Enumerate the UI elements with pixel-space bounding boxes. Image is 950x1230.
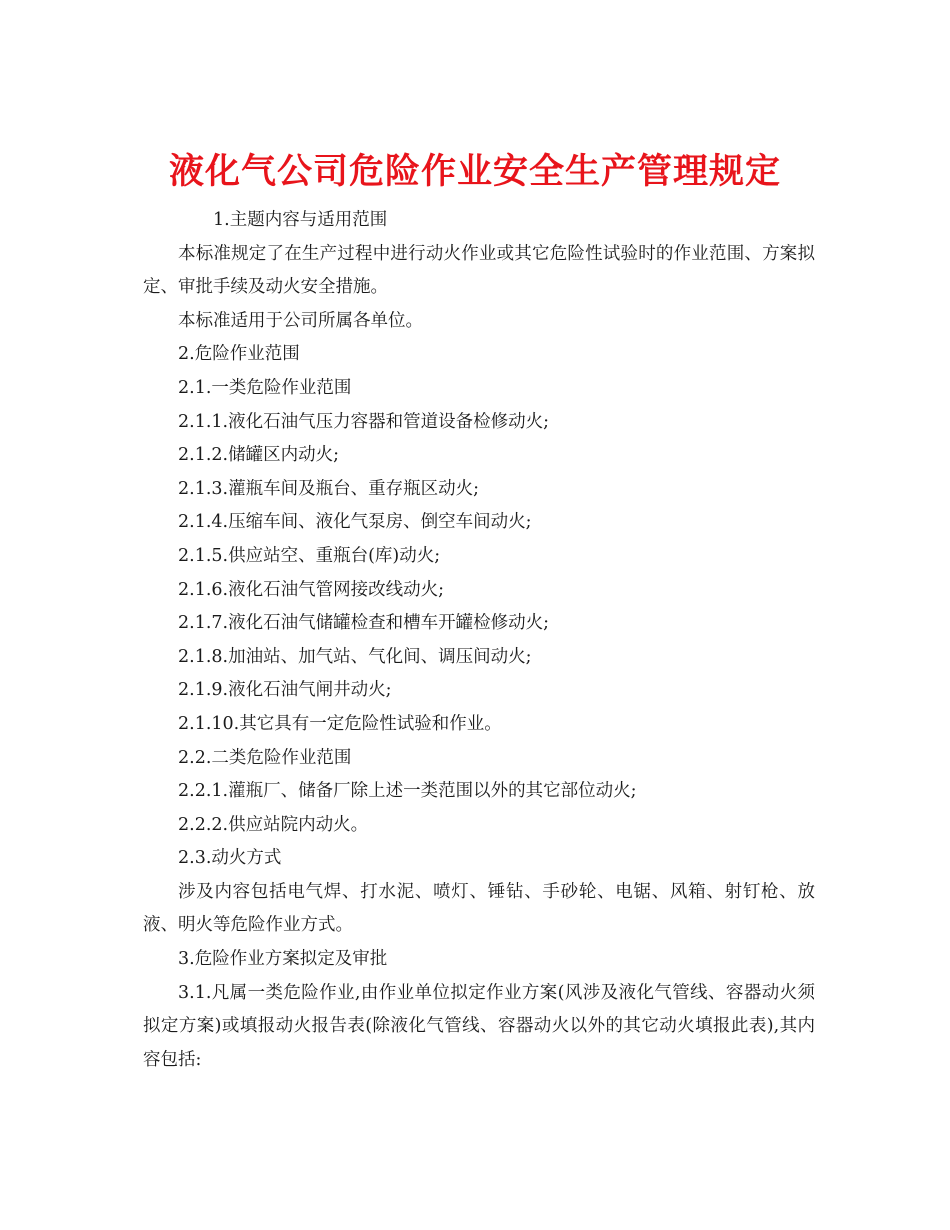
section-heading: 3.危险作业方案拟定及审批	[178, 949, 388, 970]
list-item: 2.1.4.压缩车间、液化气泵房、倒空车间动火;	[178, 512, 532, 533]
list-item: 2.1.5.供应站空、重瓶台(库)动火;	[178, 545, 441, 566]
list-item: 2.1.10.其它具有一定危险性试验和作业。	[178, 713, 502, 734]
paragraph: 本标准适用于公司所属各单位。	[178, 310, 423, 331]
list-item: 2.1.3.灌瓶车间及瓶台、重存瓶区动火;	[178, 478, 479, 499]
subsection-heading: 2.2.二类危险作业范围	[178, 747, 352, 768]
subsection-heading: 2.1.一类危险作业范围	[178, 377, 352, 398]
section-heading: 1.主题内容与适用范围	[213, 210, 388, 230]
subsection-heading: 2.3.动火方式	[178, 848, 282, 869]
list-item: 2.1.1.液化石油气压力容器和管道设备检修动火;	[178, 411, 549, 432]
document-title: 液化气公司危险作业安全生产管理规定	[168, 151, 781, 193]
paragraph: 本标准规定了在生产过程中进行动火作业或其它危险性试验时的作业范围、方案拟定、审批手续及动火安全措施。	[143, 243, 815, 298]
section-heading: 2.危险作业范围	[178, 344, 300, 365]
list-item: 2.2.2.供应站院内动火。	[178, 814, 369, 835]
paragraph: 3.1.凡属一类危险作业,由作业单位拟定作业方案(风涉及液化气管线、容器动火须拟定方案)或填报动火报告表(除液化气管线、容器动火以外的其它动火填报此表),其内容包括:	[143, 982, 815, 1070]
list-item: 2.1.6.液化石油气管网接改线动火;	[178, 579, 444, 600]
list-item: 2.1.8.加油站、加气站、气化间、调压间动火;	[178, 646, 532, 667]
list-item: 2.2.1.灌瓶厂、储备厂除上述一类范围以外的其它部位动火;	[178, 781, 637, 802]
list-item: 2.1.2.储罐区内动火;	[178, 445, 339, 466]
document-body	[143, 204, 815, 1077]
list-item: 2.1.7.液化石油气储罐检查和槽车开罐检修动火;	[178, 613, 549, 634]
paragraph: 涉及内容包括电气焊、打水泥、喷灯、锤钻、手砂轮、电锯、风箱、射钉枪、放液、明火等危险作业方式。	[143, 881, 815, 936]
list-item: 2.1.9.液化石油气闸井动火;	[178, 680, 392, 701]
